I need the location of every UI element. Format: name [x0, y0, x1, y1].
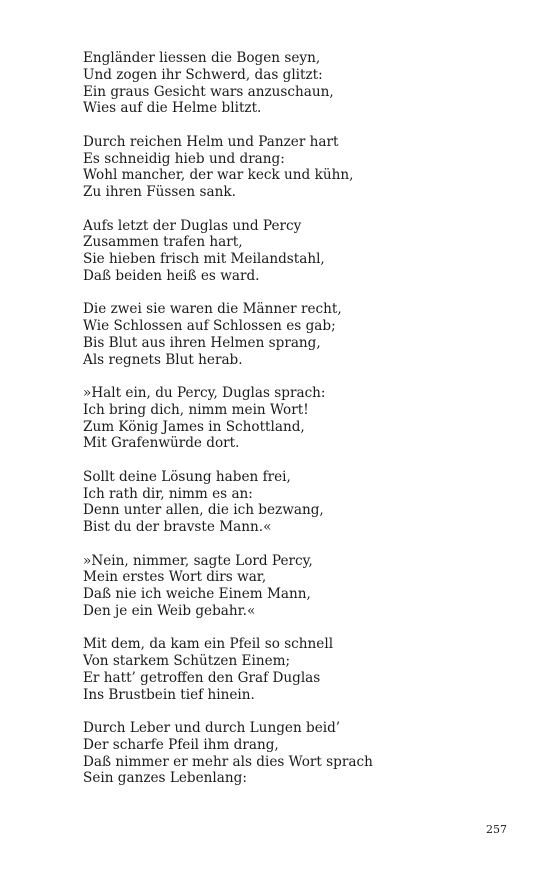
poem-line: Ich rath dir, nimm es an:	[83, 485, 253, 502]
poem-line: Als regnets Blut herab.	[83, 351, 243, 368]
poem-line: Ein graus Gesicht wars anzuschaun,	[83, 83, 334, 100]
poem-line: »Nein, nimmer, sagte Lord Percy,	[83, 552, 313, 569]
poem-line: Denn unter allen, die ich bezwang,	[83, 502, 324, 519]
poem-line: Er hatt’ getroffen den Graf Duglas	[83, 669, 321, 686]
poem-line: Und zogen ihr Schwerd, das glitzt:	[83, 66, 323, 83]
poem-line: Bist du der bravste Mann.«	[83, 519, 272, 535]
stanza-9	[83, 720, 513, 787]
poem-line: Der scharfe Pfeil ihm drang,	[83, 736, 279, 753]
poem-line: Sie hieben frisch mit Meilandstahl,	[83, 251, 325, 267]
poem-line: Die zwei sie waren die Männer recht,	[83, 301, 342, 318]
poem-line: Zu ihren Füssen sank.	[83, 184, 236, 200]
stanza-8	[83, 636, 513, 703]
poem-line: Ich bring dich, nimm mein Wort!	[83, 401, 309, 418]
poem-line: Den je ein Weib gebahr.«	[83, 602, 256, 619]
poem-line: Zum König James in Schottland,	[83, 418, 305, 435]
poem-line: Mit dem, da kam ein Pfeil so schnell	[83, 636, 334, 653]
poem-line: »Halt ein, du Percy, Duglas sprach:	[83, 385, 326, 401]
stanza-4	[83, 301, 513, 368]
stanza-1	[83, 50, 513, 117]
poem-line: Mit Grafenwürde dort.	[83, 435, 240, 452]
poem-line: Es schneidig hieb und drang:	[83, 150, 285, 167]
poem-line: Sollt deine Lösung haben frei,	[83, 468, 291, 485]
poem-line: Wies auf die Helme blitzt.	[83, 100, 262, 117]
poem-line: Von starkem Schützen Einem;	[83, 653, 291, 669]
stanza-2	[83, 134, 513, 201]
poem-line: Bis Blut aus ihren Helmen sprang,	[83, 334, 321, 351]
poem-line: Engländer liessen die Bogen seyn,	[83, 50, 321, 66]
stanza-7	[83, 553, 513, 620]
poem-line: Wohl mancher, der war keck und kühn,	[83, 167, 354, 184]
poem-line: Aufs letzt der Duglas und Percy	[83, 217, 302, 234]
poem-line: Zusammen trafen hart,	[83, 234, 243, 251]
poem-line: Daß beiden heiß es ward.	[83, 267, 260, 284]
stanza-3	[83, 218, 513, 285]
poem-line: Durch Leber und durch Lungen beid’	[83, 720, 341, 736]
poem-line: Durch reichen Helm und Panzer hart	[83, 133, 339, 150]
poem	[83, 50, 513, 804]
poem-line: Sein ganzes Lebenlang:	[83, 770, 247, 787]
page-number: 257	[486, 823, 507, 836]
stanza-5	[83, 385, 513, 452]
poem-line: Wie Schlossen auf Schlossen es gab;	[83, 318, 336, 334]
poem-line: Daß nie ich weiche Einem Mann,	[83, 586, 311, 602]
stanza-6	[83, 469, 513, 536]
poem-line: Mein erstes Wort dirs war,	[83, 569, 267, 586]
poem-line: Daß nimmer er mehr als dies Wort sprach	[83, 753, 373, 770]
poem-line: Ins Brustbein tief hinein.	[83, 686, 255, 703]
